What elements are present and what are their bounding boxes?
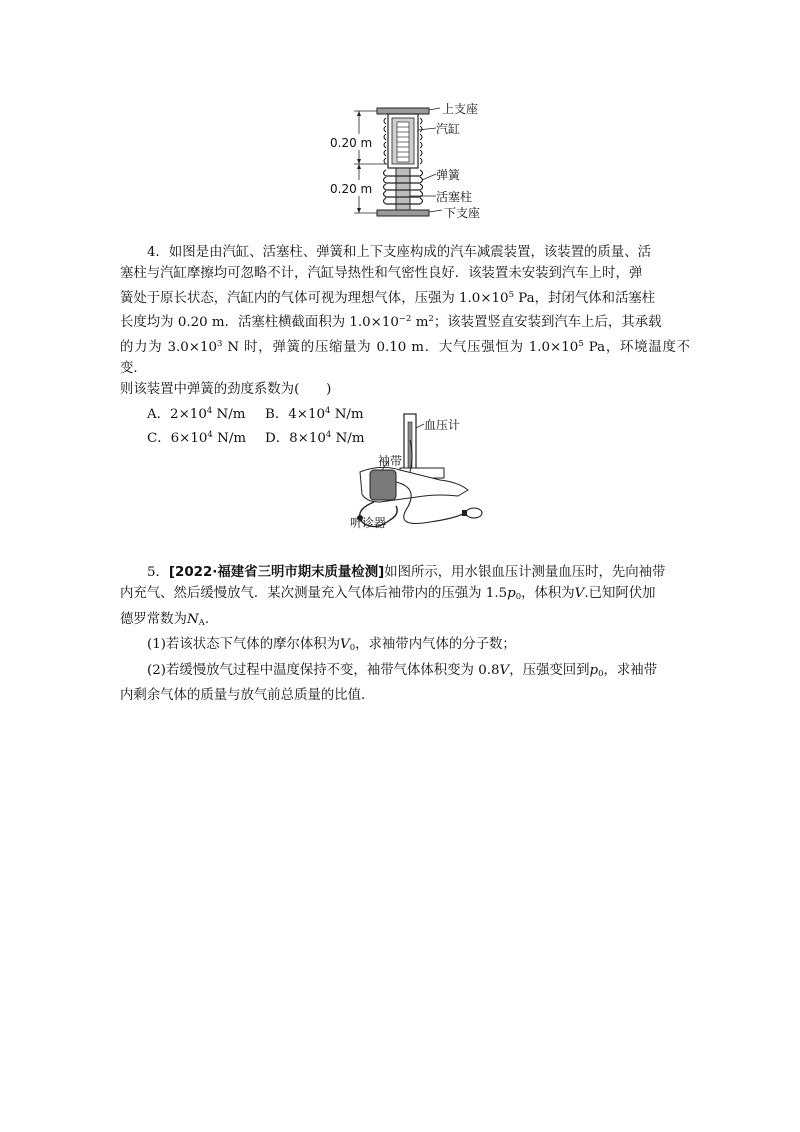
q5-line-1: 5．[2022·福建省三明市期末质量检测]如图所示，用水银血压计测量血压时，先向袖带	[147, 565, 666, 580]
q5-line-3: 德罗常数为$N_A$.	[120, 611, 210, 628]
label-stethoscope: 听诊器	[350, 516, 387, 530]
option-c[interactable]: C．$6\times 10^4$ N/m	[147, 430, 247, 447]
dimension-lower: 0.20 m	[330, 182, 373, 196]
label-cylinder: 汽缸	[436, 122, 461, 136]
label-spring: 弹簧	[436, 168, 461, 182]
option-d[interactable]: D．$8\times 10^4$ N/m	[265, 430, 365, 447]
option-a[interactable]: A．$2\times 10^4$ N/m	[147, 405, 246, 422]
q5-line-2: 内充气、然后缓慢放气．某次测量充入气体后袖带内的压强为 $1.5p_0$，体积为V.已知阿伏加	[120, 586, 656, 603]
q5-sub-1: (1)若该状态下气体的摩尔体积为$V_0$，求袖带内气体的分子数；	[147, 637, 516, 654]
label-gauge: 血压计	[424, 418, 461, 432]
cuff	[370, 470, 396, 500]
shock-absorber-figure	[330, 100, 500, 225]
q4-line-1: 4．如图是由汽缸、活塞柱、弹簧和上下支座构成的汽车减震装置，该装置的质量、活	[147, 245, 651, 260]
question-5	[120, 562, 690, 706]
q4-line-5: 的力为 $3.0\times 10^3$ N 时，弹簧的压缩量为 0.10 m．大气压强恒为 $1.0\times 10^5$ Pa，环境温度不变．	[120, 338, 690, 377]
label-piston: 活塞柱	[436, 190, 473, 204]
blood-pressure-figure	[340, 410, 505, 535]
q5-sub-2: (2)若缓慢放气过程中温度保持不变，袖带气体体积变为 0.8V，压强变回到$p_0$，求袖带	[147, 662, 658, 679]
bottom-seat	[377, 210, 429, 216]
label-bottom-seat: 下支座	[444, 206, 481, 220]
q5-sub-2-cont: 内剩余气体的质量与放气前总质量的比值．	[120, 688, 375, 704]
q4-line-2: 塞柱与汽缸摩擦均可忽略不计，汽缸导热性和气密性良好．该装置未安装到汽车上时，弹	[120, 266, 643, 282]
top-seat	[377, 108, 429, 114]
label-cuff: 袖带	[378, 454, 403, 468]
dimension-upper: 0.20 m	[330, 136, 373, 150]
q4-line-3: 簧处于原长状态，汽缸内的气体可视为理想气体，压强为 $1.0\times 10^5$ Pa，封闭气体和活塞柱	[120, 289, 656, 306]
q4-line-4: 长度均为 0.20 m．活塞柱横截面积为 $1.0\times 10^{-2}$ $m^2$；该装置竖直安装到汽车上后，其承载	[120, 314, 662, 331]
q5-source: [2022·福建省三明市期末质量检测]	[168, 565, 385, 580]
q4-line-6: 则该装置中弹簧的劲度系数为( )	[120, 382, 332, 398]
label-top-seat: 上支座	[442, 102, 479, 116]
option-b[interactable]: B．$4\times 10^4$ N/m	[265, 405, 364, 422]
